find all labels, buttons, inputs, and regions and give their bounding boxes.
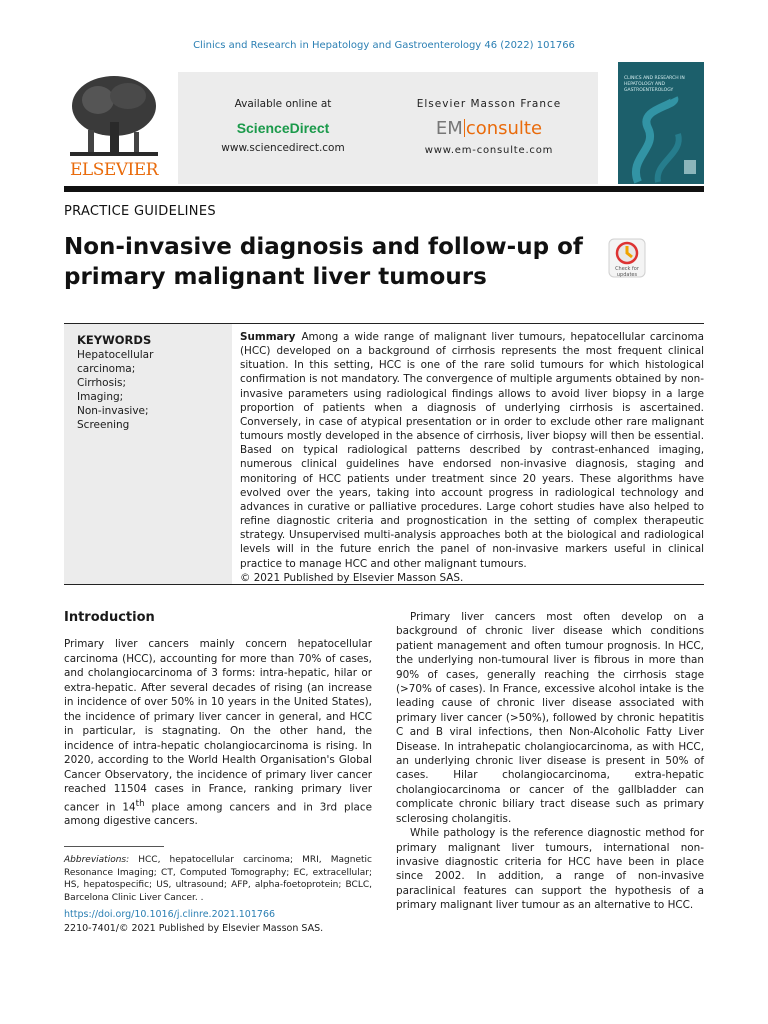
em-consulte-url[interactable]: www.em-consulte.com (424, 145, 554, 156)
summary-text: Among a wide range of malignant liver tumours, hepatocellular carcinoma (HCC) developed on a background of cirrhosis represents the most frequent clinical situation. In this setting, HCC is one of the rare solid tumours for which histological confirmation is not mandatory. The convergence of multiple arguments obtained by non-invasive parameters using radiological findings allows to avoid liver biopsy in a large proportion of patients when a diagnosis of underlying cirrhosis is ascertained. Conversely, in case of atypical presentation or in order to exclude other rare malignant tumours mostly developed in the absence of cirrhosis, liver biopsy will then be essential. Based on typical radiological patterns described by contrast-enhanced imaging, numerous clinical guidelines have endorsed non-invasive diagnosis, staging and monitoring of HCC patients under treatment since 20 years. These algorithms have evolved over the years, taking into account progress in radiological technology and advances in curative or palliative procedures. Large cohort studies have also helped to refine diagnostic criteria and prognostication in the setting of complex therapeutic strategy. Unsupervised multi-analysis approaches both at the biological and radiological levels will in the future enrich the panel of non-invasive markers useful in clinical practice to manage HCC and other malignant tumours. (240, 331, 704, 570)
intro-left-text-end: place among cancers and in 3rd place among digestive cancers. (64, 800, 372, 828)
keyword-item: Imaging; (77, 391, 124, 403)
introduction-left-paragraph (64, 637, 372, 829)
em-logo-em: EM (435, 118, 463, 139)
footnote-label: Abbreviations: (64, 855, 130, 865)
keyword-item: Hepatocellular (77, 349, 154, 361)
introduction-heading: Introduction (64, 610, 155, 625)
header-divider (64, 186, 704, 192)
em-logo-divider (464, 119, 465, 137)
keywords-list (77, 348, 153, 432)
sciencedirect-block (198, 98, 368, 154)
intro-left-text: Primary liver cancers mainly concern hepatocellular carcinoma (HCC), accounting for more than 70% of cases, and cholangiocarcinoma of 3 forms: intra-hepatic, hilar or extra-hepatic. After several decades of rising (an increase in incidence of over 50% in 10 years in the United States), the incidence of primary liver cancer in general, and HCC in particular, is stagnating. On the other hand, the incidence of intra-hepatic cholangiocarcinoma is rising. In 2020, according to the World Health Organisation's Global Cancer Observatory, the incidence of primary liver cancer reached 11504 cases in France, ranking primary liver cancer in 14 (64, 638, 372, 813)
availability-box (178, 72, 598, 184)
publisher-name: Elsevier Masson France (416, 98, 562, 110)
journal-reference[interactable]: Clinics and Research in Hepatology and Gastroenterology 46 (2022) 101766 (193, 40, 575, 51)
crossmark-label[interactable]: Check for updates (615, 266, 639, 278)
available-online-label: Available online at (234, 98, 332, 110)
keywords-heading: KEYWORDS (77, 333, 152, 347)
abstract-bottom-rule (64, 584, 704, 585)
intro-right-paragraph-1: Primary liver cancers most often develop on a background of chronic liver disease which conditions patient management and often tumour prognosis. In HCC, the underlying non-tumoural liver is fibrous in more than 90% of cases, generally reaching the cirrhosis stage (>70% of cases). In France, excessive alcohol intake is the leading cause of chronic liver disease associated with primary liver cancer (>50%), followed by chronic hepatitis C and B viral infections, then Non-Alcoholic Fatty Liver Disease. In intrahepatic cholangiocarcinoma, as with HCC, an underlying chronic liver disease is present in 50% of cases. Hilar cholangiocarcinoma, extra-hepatic cholangiocarcinoma or cancer of the gallbladder can complicate chronic biliary tract disease such as primary sclerosing cholangitis. (396, 611, 704, 825)
elsevier-wordmark: ELSEVIER (70, 160, 158, 180)
footnote-rule (64, 846, 164, 847)
keyword-item: Screening (77, 419, 130, 431)
elsevier-tree-logo (64, 72, 164, 184)
keywords-box (64, 324, 232, 584)
cover-title: CLINICS AND RESEARCH IN HEPATOLOGY AND GASTROENTEROLOGY (624, 76, 685, 93)
abbreviations-footnote (64, 854, 372, 904)
keyword-item: Non-invasive; (77, 405, 149, 417)
keyword-item: carcinoma; (77, 363, 136, 375)
em-logo-consulte: consulte (465, 118, 543, 139)
keyword-item: Cirrhosis; (77, 377, 126, 389)
introduction-right-column (396, 610, 704, 913)
sciencedirect-logo[interactable]: ScienceDirect (236, 120, 330, 136)
article-title: Non-invasive diagnosis and follow-up of primary malignant liver tumours (64, 234, 583, 290)
tree-icon (64, 72, 164, 160)
intro-superscript: th (135, 798, 145, 809)
abstract-summary (240, 330, 704, 585)
footnote-text: HCC, hepatocellular carcinoma; MRI, Magnetic Resonance Imaging; CT, Computed Tomography; EC, extracellular; HS, hepatospecific; US, ultrasound; AFP, alpha-foetoprotein; BCLC, Barcelona Clinic Liver Cancer. . (64, 855, 372, 903)
em-consulte-logo[interactable] (394, 118, 584, 139)
sciencedirect-url[interactable]: www.sciencedirect.com (221, 142, 345, 154)
issn-copyright: 2210-7401/© 2021 Published by Elsevier Masson SAS. (64, 923, 324, 934)
em-consulte-block (394, 98, 584, 156)
summary-label: Summary (240, 331, 296, 343)
cover-illustration-icon (618, 62, 704, 184)
summary-copyright: © 2021 Published by Elsevier Masson SAS. (240, 571, 464, 584)
masthead (64, 72, 704, 184)
article-type: PRACTICE GUIDELINES (64, 204, 216, 219)
intro-right-paragraph-2: While pathology is the reference diagnostic method for primary malignant liver tumours, international non-invasive diagnostic criteria for HCC have been in place since 2002. In addition, a range of non-invasive paraclinical features can support the hypothesis of a primary malignant liver tumour as an alternative to HCC. (396, 827, 704, 912)
doi-link[interactable]: https://doi.org/10.1016/j.clinre.2021.101766 (64, 909, 276, 920)
journal-cover-image[interactable] (618, 62, 704, 184)
